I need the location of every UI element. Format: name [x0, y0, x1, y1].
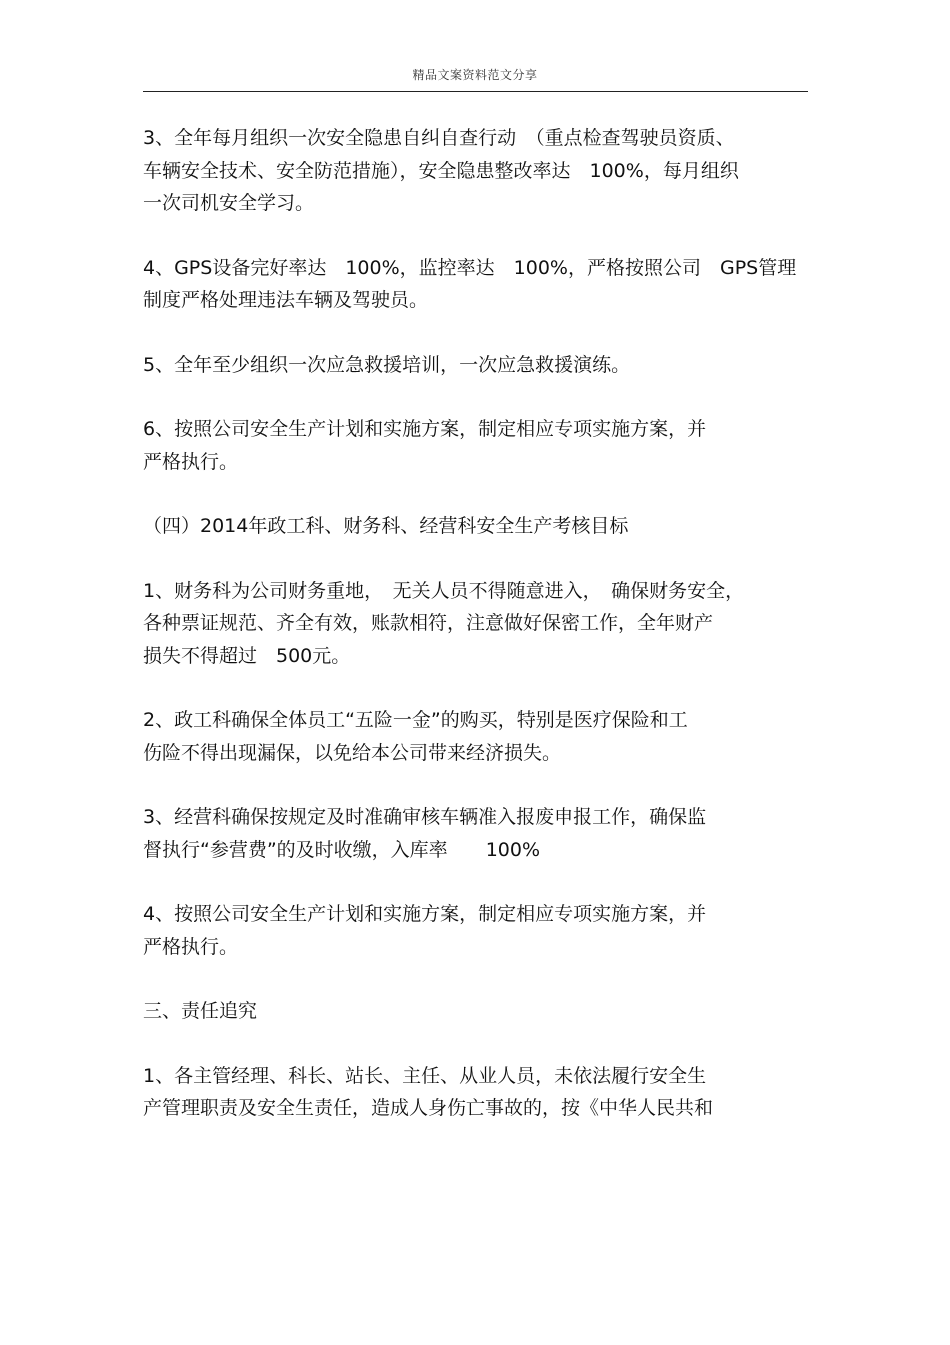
header-divider — [143, 91, 808, 92]
paragraph-finance-section: 1、财务科为公司财务重地， 无关人员不得随意进入， 确保财务安全， 各种票证规范、齐全有效，账款相符，注意做好保密工作，全年财产 损失不得超过 500元。 — [143, 579, 745, 667]
paragraph-item-5-emergency-training: 5、全年至少组织一次应急救援培训，一次应急救援演练。 — [143, 353, 631, 376]
document-body — [143, 122, 811, 1157]
paragraph-item-4-gps: 4、GPS设备完好率达 100%，监控率达 100%，严格按照公司 GPS管理 制度严格处理违法车辆及驾驶员。 — [143, 256, 797, 311]
paragraph-item-6-safety-plan: 6、按照公司安全生产计划和实施方案，制定相应专项实施方案，并 严格执行。 — [143, 418, 707, 473]
paragraph-accountability-item-1: 1、各主管经理、科长、站长、主任、从业人员，未依法履行安全生 产管理职责及安全生责任，造成人身伤亡事故的，按《中华人民共和 — [143, 1064, 714, 1119]
page-header: 精品文案资料范文分享 — [412, 68, 538, 82]
paragraph-political-section: 2、政工科确保全体员工“五险一金”的购买，特别是医疗保险和工 伤险不得出现漏保，以免给本公司带来经济损失。 — [143, 709, 688, 764]
paragraph-item-3-monthly-inspection: 3、全年每月组织一次安全隐患自纠自查行动 （重点检查驾驶员资质、 车辆安全技术、安全防范措施），安全隐患整改率达 100%，每月组织 一次司机安全学习。 — [143, 127, 739, 214]
section-heading-accountability: 三、责任追究 — [143, 1000, 258, 1022]
paragraph-operations-section: 3、经营科确保按规定及时准确审核车辆准入报废申报工作，确保监 督执行“参营费”的及时收缴，入库率 100% — [143, 806, 707, 861]
section-heading-2014-targets: （四）2014年政工科、财务科、经营科安全生产考核目标 — [143, 515, 629, 537]
paragraph-item-4-special-plan: 4、按照公司安全生产计划和实施方案，制定相应专项实施方案，并 严格执行。 — [143, 903, 707, 958]
